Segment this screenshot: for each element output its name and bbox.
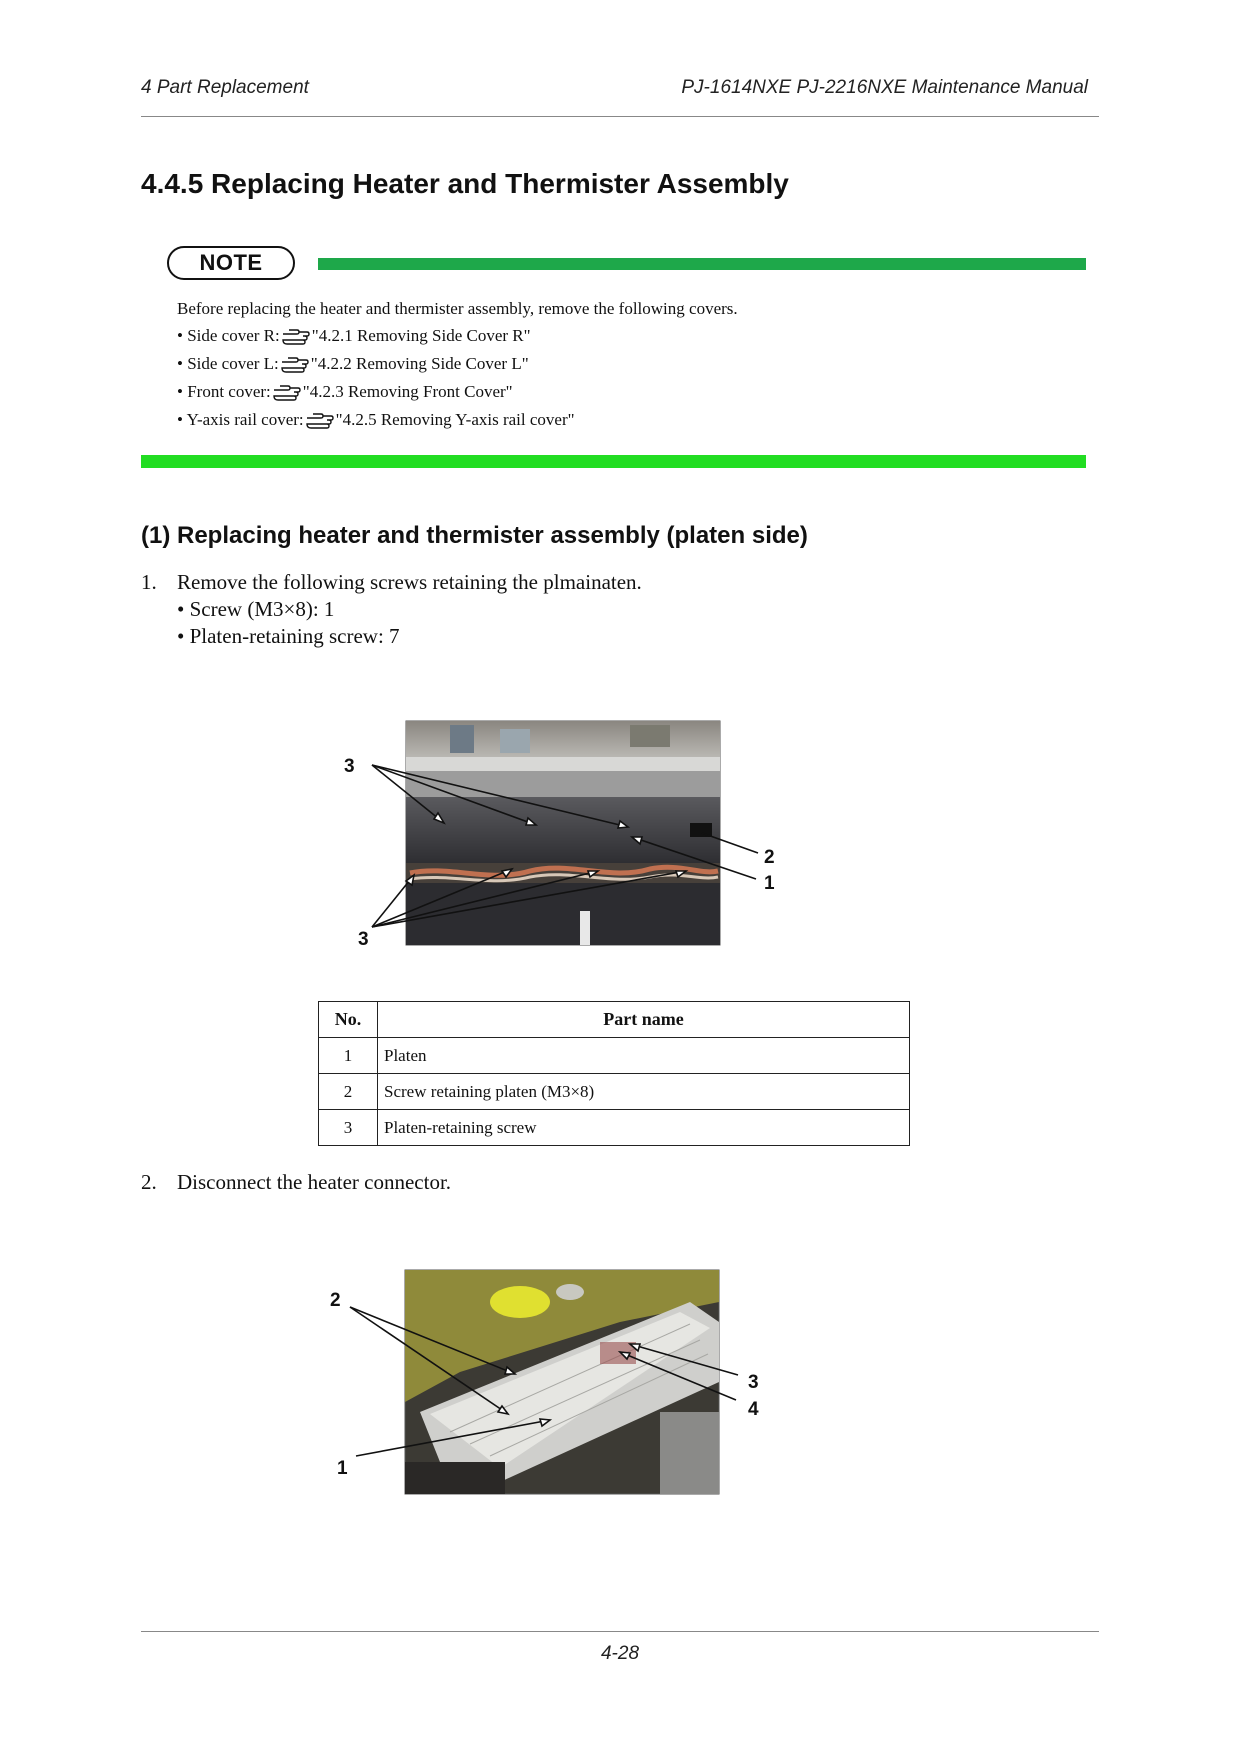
- step-text: Remove the following screws retaining the plmainaten.: [177, 570, 642, 594]
- note-item-label: • Side cover L:: [177, 354, 279, 373]
- table-cell-no: 3: [319, 1110, 378, 1146]
- step-1-bullet-platen-screw: • Platen-retaining screw: 7: [177, 624, 400, 648]
- figure-1-callout-1: 1: [764, 873, 775, 894]
- table-cell-no: 1: [319, 1038, 378, 1074]
- heater-photo: [405, 1270, 719, 1494]
- table-header-part-name: Part name: [378, 1002, 910, 1038]
- parts-table: [318, 1001, 910, 1146]
- note-item-side-cover-l: [177, 353, 529, 374]
- platen-photo: [406, 721, 720, 945]
- note-item-ref: "4.2.3 Removing Front Cover": [302, 382, 513, 401]
- step-1: [141, 570, 642, 595]
- note-item-label: • Side cover R:: [177, 326, 280, 345]
- footer-rule: [141, 1631, 1099, 1632]
- page-number: 4-28: [600, 1643, 640, 1664]
- note-item-y-axis-rail-cover: [177, 409, 575, 430]
- page-title: 4.4.5 Replacing Heater and Thermister Assembly: [141, 168, 789, 199]
- figure-1: [330, 715, 790, 955]
- figure-2-photo: [320, 1262, 780, 1502]
- note-item-front-cover: [177, 381, 513, 402]
- step-text: Disconnect the heater connector.: [177, 1170, 452, 1194]
- figure-1-callout-3-top: 3: [344, 756, 355, 777]
- figure-2: [320, 1262, 780, 1502]
- step-1-bullet-screw: • Screw (M3×8): 1: [177, 597, 335, 621]
- reference-hand-icon: [305, 409, 335, 429]
- note-top-bar: [318, 258, 1086, 270]
- header-manual-title: PJ-1614NXE PJ-2216NXE Maintenance Manual: [681, 77, 1088, 98]
- table-cell-no: 2: [319, 1074, 378, 1110]
- note-item-label: • Front cover:: [177, 382, 271, 401]
- reference-hand-icon: [272, 381, 302, 401]
- figure-2-callout-3: 3: [748, 1372, 759, 1393]
- figure-2-callout-1: 1: [337, 1458, 348, 1479]
- note-item-label: • Y-axis rail cover:: [177, 410, 304, 429]
- reference-hand-icon: [280, 353, 310, 373]
- table-cell-part-name: Screw retaining platen (M3×8): [378, 1074, 910, 1110]
- note-badge: NOTE: [167, 246, 295, 280]
- note-intro: Before replacing the heater and thermister assembly, remove the following covers.: [177, 299, 738, 318]
- note-bottom-bar: [141, 455, 1086, 468]
- note-item-side-cover-r: [177, 325, 531, 346]
- table-header-no: No.: [319, 1002, 378, 1038]
- figure-1-photo: [330, 715, 790, 955]
- table-header-row: [319, 1002, 910, 1038]
- step-number: 2.: [141, 1170, 157, 1194]
- note-item-ref: "4.2.1 Removing Side Cover R": [311, 326, 531, 345]
- note-item-ref: "4.2.2 Removing Side Cover L": [310, 354, 529, 373]
- header-section: 4 Part Replacement: [141, 77, 309, 98]
- table-cell-part-name: Platen-retaining screw: [378, 1110, 910, 1146]
- figure-2-callout-2: 2: [330, 1290, 341, 1311]
- table-row: [319, 1074, 910, 1110]
- table-row: [319, 1038, 910, 1074]
- table-row: [319, 1110, 910, 1146]
- section-subtitle: (1) Replacing heater and thermister assembly (platen side): [141, 522, 808, 549]
- table-cell-part-name: Platen: [378, 1038, 910, 1074]
- step-2: [141, 1170, 451, 1195]
- note-item-ref: "4.2.5 Removing Y-axis rail cover": [335, 410, 575, 429]
- figure-1-callout-2: 2: [764, 847, 775, 868]
- figure-1-callout-3-bottom: 3: [358, 929, 369, 950]
- header-rule: [141, 116, 1099, 117]
- reference-hand-icon: [281, 325, 311, 345]
- figure-2-callout-4: 4: [748, 1399, 759, 1420]
- step-number: 1.: [141, 570, 157, 594]
